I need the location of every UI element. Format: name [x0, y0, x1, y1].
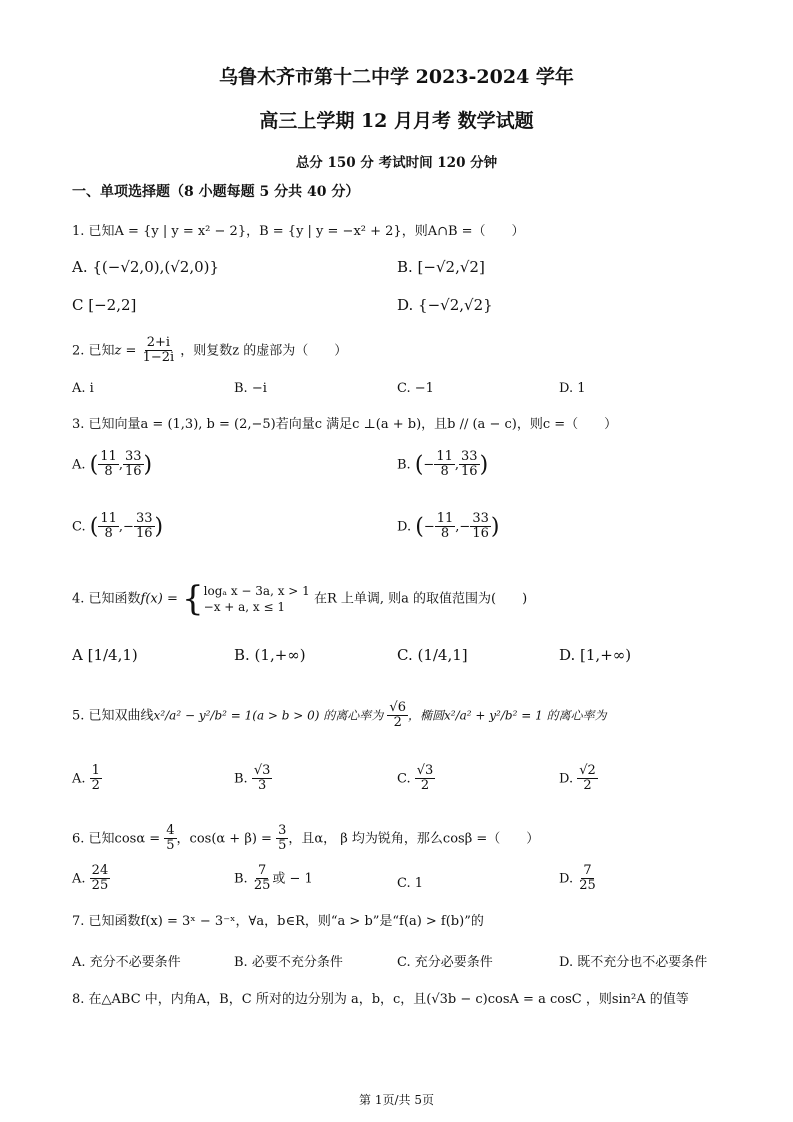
fraction-numerator: 11 — [436, 511, 454, 526]
fraction-denominator: 16 — [461, 464, 478, 480]
question-2-stem — [72, 336, 347, 366]
question-2-option-d: D. 1 — [559, 381, 586, 396]
paren-close: ) — [479, 452, 489, 478]
fraction-denominator: 8 — [104, 464, 113, 480]
fraction-denominator: 16 — [135, 526, 153, 542]
piecewise-cases — [204, 583, 310, 615]
option-label: D. — [397, 519, 412, 535]
fraction — [134, 512, 155, 542]
exam-title-line2: 高三上学期 12 月月考 数学试题 — [259, 110, 534, 132]
fraction — [90, 764, 102, 794]
fraction — [164, 824, 176, 854]
section-heading: 一、单项选择题（8 小题每题 5 分共 40 分） — [72, 184, 360, 200]
fraction-denominator: 2 — [91, 778, 100, 794]
option-label: A. — [72, 871, 86, 887]
question-5-hyperbola: x²/a² − y²/b² = 1(a > b > 0) 的离心率为 — [153, 708, 384, 723]
paren-close: ) — [490, 514, 500, 540]
question-7-option-c: C. 充分必要条件 — [397, 955, 493, 970]
fraction — [434, 450, 455, 480]
question-6-option-b — [234, 864, 313, 894]
fraction-numerator: 24 — [91, 863, 109, 878]
question-2-option-c: C. −1 — [397, 381, 434, 396]
fraction-denominator: 16 — [124, 464, 142, 480]
fraction-denominator: 25 — [91, 878, 109, 894]
fraction-numerator: 33 — [135, 511, 153, 526]
question-7-option-d: D. 既不充分也不必要条件 — [559, 955, 708, 970]
question-2-option-a: A. i — [72, 381, 94, 396]
fraction-numerator: √3 — [416, 763, 434, 778]
fraction-denominator: 8 — [440, 464, 449, 480]
question-6-option-a — [72, 864, 110, 894]
question-1-stem: 1. 已知A = {y | y = x² − 2}，B = {y | y = −x² + 2}，则A∩B =（ ） — [72, 224, 525, 239]
question-2-var: z = — [114, 343, 137, 359]
fraction-numerator: √3 — [253, 763, 271, 778]
question-1-option-b: B. [−√2,√2] — [397, 258, 485, 276]
question-2-suffix: ，则复数z 的虚部为（ ） — [180, 343, 348, 359]
question-7-option-a: A. 充分不必要条件 — [72, 955, 181, 970]
fraction-denominator: 8 — [104, 526, 113, 542]
fraction-denominator: 25 — [253, 878, 271, 894]
fraction-numerator: 11 — [100, 449, 117, 464]
paren-close: ) — [143, 452, 153, 478]
question-4-suffix: 在R 上单调, 则a 的取值范围为( ) — [313, 591, 528, 607]
question-6-middle: ，cos(α + β) = — [176, 831, 272, 847]
fraction-numerator: 7 — [257, 863, 267, 878]
fraction-denominator: 25 — [579, 878, 596, 894]
page-number: 第 1页/共 5页 — [359, 1093, 434, 1107]
option-label: C. — [397, 771, 411, 787]
fraction-numerator: 2+i — [146, 335, 171, 350]
fraction — [577, 764, 598, 794]
question-3-option-c: C. ( $\frac{11}{8}$ ,− $\frac{33}{16}$ ) — [72, 511, 164, 542]
fraction — [123, 450, 144, 480]
fraction — [435, 512, 456, 542]
option-label: A. — [72, 457, 86, 473]
question-3-stem: 3. 已知向量a = (1,3), b = (2,−5)若向量c 满足c ⊥(a + b)，且b // (a − c)，则c =（ ） — [72, 417, 618, 432]
question-6-option-c: C. 1 — [397, 876, 424, 891]
question-4-option-a: A [1/4,1) — [72, 646, 138, 664]
question-5-option-d — [559, 764, 598, 794]
fraction-numerator: √2 — [579, 763, 596, 778]
question-8-stem: 8. 在△ABC 中，内角A，B，C 所对的边分别为 a，b，c，且(√3b − c)cosA = a cosC ，则sin²A 的值等 — [72, 992, 689, 1007]
question-4-stem — [72, 579, 527, 619]
fraction — [459, 450, 480, 480]
fraction-numerator: 33 — [461, 449, 478, 464]
sign: − — [123, 519, 134, 535]
question-2-prefix: 2. 已知 — [72, 343, 115, 359]
question-4-option-d: D. [1,+∞) — [559, 646, 632, 664]
fraction — [470, 512, 491, 542]
fraction — [90, 864, 111, 894]
piecewise-case-1: logₐ x − 3a, x > 1 — [203, 583, 310, 598]
fraction-denominator: 5 — [166, 838, 175, 854]
question-2-fraction — [141, 336, 177, 366]
fraction — [98, 450, 119, 480]
question-3-option-d: D. (− $\frac{11}{8}$ ,− $\frac{33}{16}$ ) — [397, 511, 500, 542]
fraction-numerator: 33 — [472, 511, 489, 526]
exam-meta: 总分 150 分 考试时间 120 分钟 — [295, 155, 498, 171]
question-3-option-b: B. (− $\frac{11}{8}$ , $\frac{33}{16}$ ) — [397, 449, 489, 480]
question-6-stem — [72, 824, 539, 854]
question-4-option-b: B. (1,+∞) — [234, 646, 306, 664]
option-label: D. — [559, 771, 574, 787]
question-2-option-b: B. −i — [234, 381, 267, 396]
brace-open: { — [182, 579, 204, 619]
piecewise-case-2: −x + a, x ≤ 1 — [203, 600, 286, 614]
question-5-option-c — [397, 764, 435, 794]
fraction — [252, 864, 273, 894]
fraction-denominator: 5 — [278, 838, 287, 854]
fraction-numerator: √6 — [389, 700, 406, 715]
question-7-stem: 7. 已知函数f(x) = 3ˣ − 3⁻ˣ，∀a，b∈R，则“a > b”是“f(a) > f(b)”的 — [72, 914, 484, 929]
question-4-func: f(x) = — [140, 591, 178, 607]
question-5-option-a — [72, 764, 102, 794]
question-5-stem — [72, 701, 607, 731]
fraction-numerator: 3 — [278, 823, 287, 838]
question-5-option-b — [234, 764, 272, 794]
question-6-option-d — [559, 864, 598, 894]
fraction — [577, 864, 598, 894]
question-4-option-c: C. (1/4,1] — [397, 646, 468, 664]
fraction-numerator: 7 — [583, 863, 592, 878]
paren-open: ( — [89, 452, 99, 478]
fraction-denominator: 3 — [257, 778, 267, 794]
paren-open: ( — [414, 452, 424, 478]
fraction-numerator: 1 — [91, 763, 100, 778]
question-1-option-d: D. {−√2,√2} — [397, 296, 493, 314]
question-1-option-c: C [−2,2] — [72, 296, 137, 314]
option-label: C. — [72, 519, 86, 535]
paren-close: ) — [154, 514, 164, 540]
option-label: B. — [234, 871, 248, 887]
option-label: B. — [234, 771, 248, 787]
sign: − — [459, 519, 471, 535]
paren-open: ( — [415, 514, 424, 540]
question-1-option-a: A. {(−√2,0),(√2,0)} — [72, 258, 220, 276]
fraction-denominator: 1−2i — [142, 350, 175, 366]
question-7-option-b: B. 必要不充分条件 — [234, 955, 343, 970]
piecewise — [182, 579, 310, 619]
fraction — [252, 764, 273, 794]
fraction-numerator: 33 — [124, 449, 142, 464]
option-label: B. — [397, 457, 411, 473]
sign: − — [423, 457, 435, 473]
fraction-denominator: 8 — [440, 526, 450, 542]
fraction — [276, 824, 288, 854]
question-6-prefix: 6. 已知cosα = — [72, 831, 161, 847]
question-5-eccentricity — [387, 701, 408, 731]
option-label: A. — [72, 771, 86, 787]
fraction-numerator: 4 — [166, 823, 175, 838]
option-suffix: 或 − 1 — [272, 871, 313, 887]
question-5-prefix: 5. 已知双曲线 — [72, 708, 154, 724]
fraction-denominator: 16 — [472, 526, 489, 542]
question-6-suffix: ，且α， β 均为锐角，那么cosβ =（ ） — [288, 831, 540, 847]
fraction-denominator: 2 — [393, 715, 402, 731]
fraction — [98, 512, 119, 542]
option-label: D. — [559, 871, 574, 887]
fraction-numerator: 11 — [436, 449, 453, 464]
paren-open: ( — [89, 514, 99, 540]
question-4-prefix: 4. 已知函数 — [72, 591, 141, 607]
fraction-denominator: 2 — [583, 778, 592, 794]
fraction — [415, 764, 436, 794]
fraction-denominator: 2 — [420, 778, 430, 794]
question-5-ellipse: ，椭圆x²/a² + y²/b² = 1 的离心率为 — [407, 708, 607, 723]
exam-title-line1: 乌鲁木齐市第十二中学 2023-2024 学年 — [219, 66, 574, 88]
question-3-option-a: A. ( $\frac{11}{8}$ , $\frac{33}{16}$ ) — [72, 449, 153, 480]
fraction-numerator: 11 — [100, 511, 117, 526]
sign: − — [423, 519, 435, 535]
